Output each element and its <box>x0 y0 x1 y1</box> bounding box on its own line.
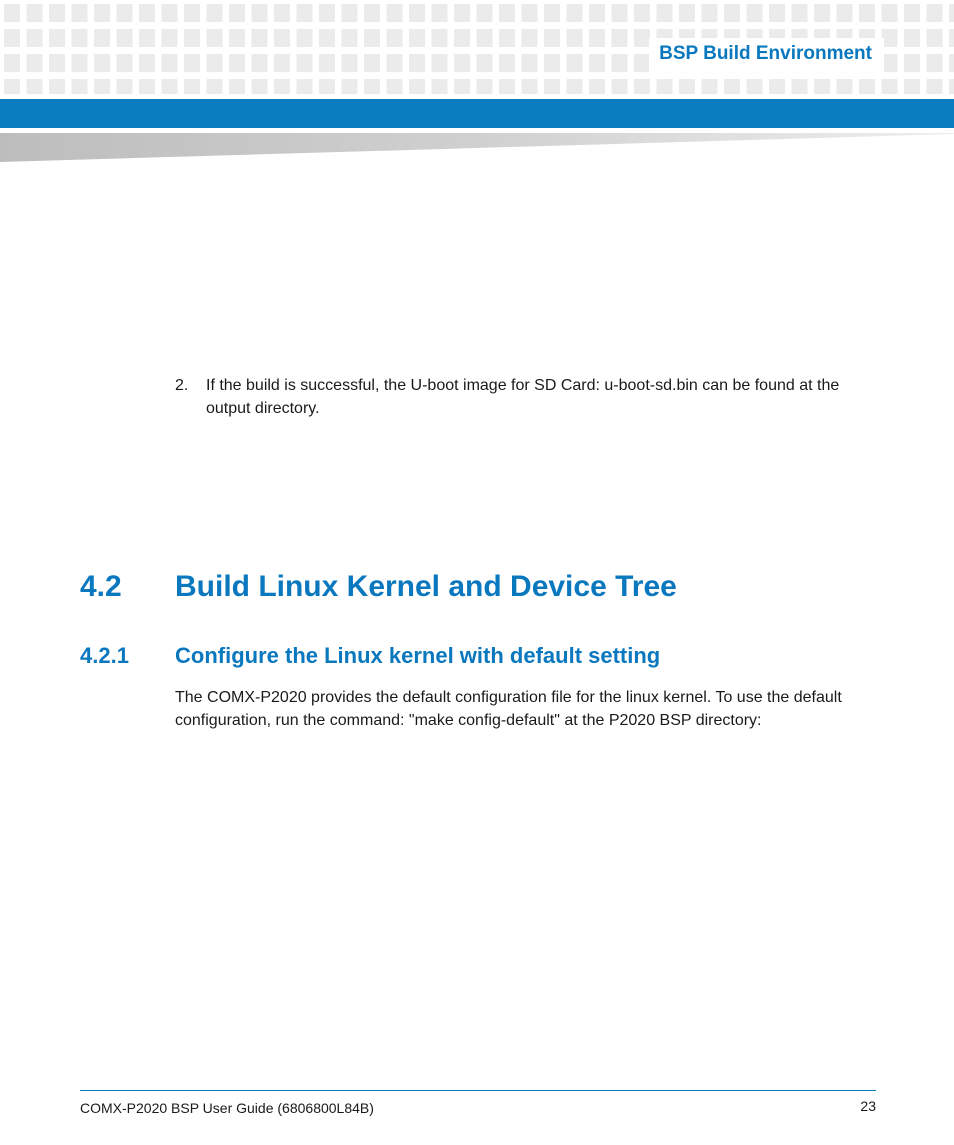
footer-document-title: COMX-P2020 BSP User Guide (6806800L84B) <box>80 1100 374 1116</box>
header-section-title: BSP Build Environment <box>659 43 872 64</box>
step-number: 2. <box>175 377 189 394</box>
subsection-title: Configure the Linux kernel with default setting <box>175 643 661 668</box>
footer-rule <box>80 1090 876 1091</box>
header-blue-bar <box>0 99 954 128</box>
body-paragraph: The COMX-P2020 provides the default configuration file for the linux kernel. To use the default configuration, run the command: "make config-default" at the P2020 BSP directory: <box>175 689 842 729</box>
step-item <box>175 374 875 420</box>
footer-page-number: 23 <box>860 1098 876 1114</box>
step-text: If the build is successful, the U-boot image for SD Card: u-boot-sd.bin can be found at the output directory. <box>206 377 840 417</box>
section-number: 4.2 <box>80 570 122 603</box>
header-grey-wedge <box>0 133 954 162</box>
section-title: Build Linux Kernel and Device Tree <box>175 570 677 603</box>
subsection-number: 4.2.1 <box>80 643 129 668</box>
